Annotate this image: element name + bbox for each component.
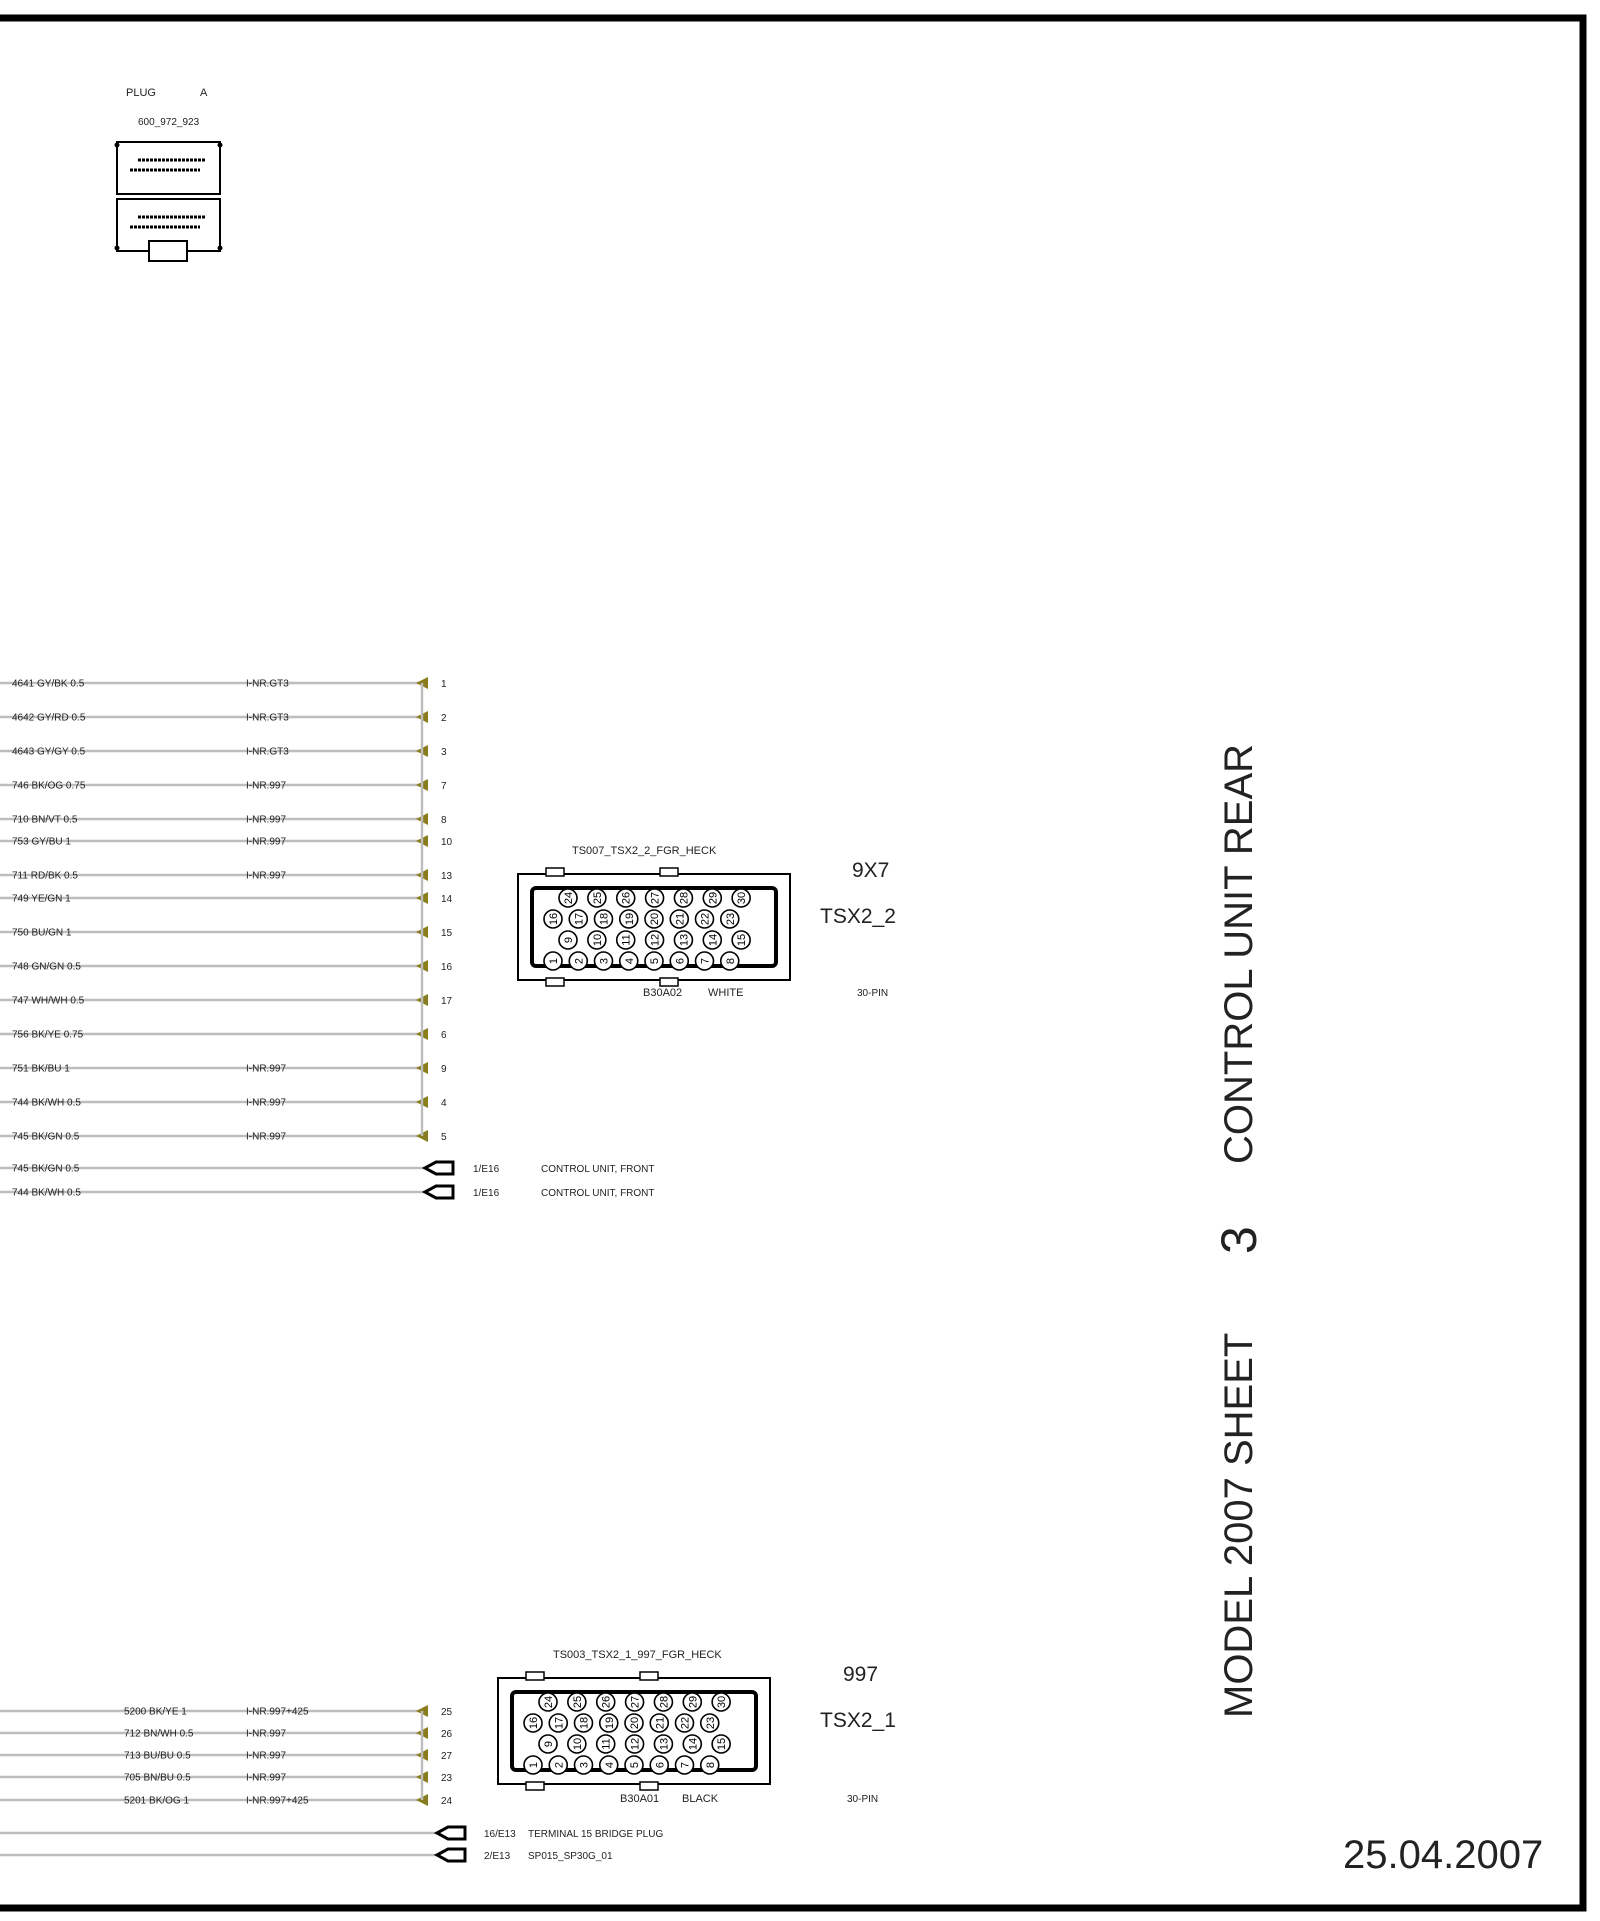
svg-text:22: 22 <box>679 1716 692 1730</box>
pin-number: 8 <box>441 815 447 826</box>
svg-text:10: 10 <box>571 1737 584 1751</box>
connector-tsx2-1 <box>498 1649 896 1805</box>
title-block <box>1211 744 1543 1877</box>
wire-label: 750 BU/GN 1 <box>12 927 72 939</box>
svg-text:21: 21 <box>674 912 687 926</box>
crossref-ref: 1/E16 <box>473 1164 500 1175</box>
connector-2-housing: B30A01 <box>620 1793 660 1805</box>
wire-label: 5201 BK/OG 1 <box>124 1795 190 1807</box>
svg-text:21: 21 <box>654 1716 667 1730</box>
wire-ref: I-NR.GT3 <box>246 746 289 758</box>
plug-a-icon <box>115 142 223 261</box>
svg-text:27: 27 <box>629 1695 642 1709</box>
svg-text:9: 9 <box>543 1740 555 1748</box>
title-line-2: CONTROL UNIT REAR <box>1217 743 1261 1164</box>
wire-row <box>0 1028 447 1041</box>
pin-number: 17 <box>441 996 453 1007</box>
crossref-dest: TERMINAL 15 BRIDGE PLUG <box>528 1829 664 1840</box>
pin-number: 16 <box>441 962 453 973</box>
svg-text:29: 29 <box>707 891 720 905</box>
svg-text:20: 20 <box>649 912 661 926</box>
svg-text:24: 24 <box>543 1695 555 1709</box>
svg-text:23: 23 <box>724 912 737 926</box>
pin-number: 26 <box>441 1729 453 1740</box>
crossref-dest: CONTROL UNIT, FRONT <box>541 1164 655 1175</box>
wire-ref: I-NR.997 <box>246 1063 287 1075</box>
plug-part-number: 600_972_923 <box>138 117 200 128</box>
svg-text:28: 28 <box>658 1695 671 1709</box>
pin-number: 23 <box>441 1773 453 1784</box>
sheet-number: 3 <box>1211 1226 1267 1254</box>
wire-row <box>0 745 447 758</box>
wire-label: 5200 BK/YE 1 <box>124 1706 187 1718</box>
title-line-1: MODEL 2007 SHEET <box>1217 1332 1261 1718</box>
wire-ref: I-NR.997 <box>246 1772 287 1784</box>
crossref-ref: 16/E13 <box>484 1829 516 1840</box>
crossref-dest: CONTROL UNIT, FRONT <box>541 1188 655 1199</box>
svg-text:9: 9 <box>563 936 575 944</box>
svg-text:3: 3 <box>578 1761 591 1769</box>
connector-1-name: TSX2_2 <box>820 905 896 928</box>
sheet-date: 25.04.2007 <box>1343 1833 1544 1877</box>
connector-2-code: 997 <box>843 1663 879 1686</box>
svg-text:3: 3 <box>598 957 611 965</box>
wires-top-group <box>0 677 453 1143</box>
pin-number: 15 <box>441 928 453 939</box>
svg-text:7: 7 <box>699 957 712 965</box>
wire-row <box>0 1771 453 1784</box>
wire-row <box>0 1096 447 1109</box>
wire-label: 756 BK/YE 0.75 <box>12 1029 84 1041</box>
svg-text:16: 16 <box>548 912 560 926</box>
svg-text:14: 14 <box>707 933 720 947</box>
wire-ref: I-NR.997+425 <box>246 1706 309 1718</box>
wire-ref: I-NR.997 <box>246 1750 287 1762</box>
connector-1-id: TS007_TSX2_2_FGR_HECK <box>572 845 717 857</box>
crossref-dest: SP015_SP30G_01 <box>528 1851 613 1862</box>
svg-text:8: 8 <box>724 957 737 965</box>
crossref-ref: 2/E13 <box>484 1851 511 1862</box>
wire-row <box>0 1705 453 1718</box>
svg-text:13: 13 <box>678 933 691 947</box>
pin-number: 1 <box>441 679 447 690</box>
wire-row <box>0 1749 453 1762</box>
wire-label: 749 YE/GN 1 <box>12 893 71 905</box>
pin-number: 3 <box>441 747 447 758</box>
wire-row <box>0 1062 447 1075</box>
wire-row <box>0 926 453 939</box>
svg-text:1: 1 <box>528 1761 540 1769</box>
wire-label: 710 BN/VT 0.5 <box>12 814 78 826</box>
crossref-row <box>0 1162 655 1175</box>
svg-text:15: 15 <box>736 933 749 947</box>
wire-label: 753 GY/BU 1 <box>12 836 71 848</box>
crossref-arrow-icon <box>437 1849 465 1861</box>
wire-ref: I-NR.997 <box>246 870 287 882</box>
wire-ref: I-NR.997+425 <box>246 1795 309 1807</box>
wire-row <box>0 677 447 690</box>
svg-text:12: 12 <box>629 1737 642 1751</box>
connector-tsx2-2 <box>518 845 896 999</box>
wire-ref: I-NR.997 <box>246 836 287 848</box>
svg-text:4: 4 <box>623 957 636 965</box>
crossrefs-top-group <box>0 1162 655 1199</box>
pin-number: 5 <box>441 1132 447 1143</box>
wire-row <box>0 835 453 848</box>
wire-label: 748 GN/GN 0.5 <box>12 961 81 973</box>
plug-label: PLUG <box>126 87 156 99</box>
svg-text:14: 14 <box>687 1737 700 1751</box>
wire-label: 745 BK/GN 0.5 <box>12 1131 80 1143</box>
svg-text:23: 23 <box>704 1716 717 1730</box>
pin-number: 4 <box>441 1098 447 1109</box>
svg-text:22: 22 <box>699 912 712 926</box>
svg-text:29: 29 <box>687 1695 700 1709</box>
pin-number: 13 <box>441 871 453 882</box>
svg-text:19: 19 <box>603 1716 616 1730</box>
wire-row <box>0 1794 453 1807</box>
svg-text:18: 18 <box>578 1716 591 1730</box>
connector-2-pin-count: 30-PIN <box>847 1794 879 1805</box>
pin-number: 10 <box>441 837 453 848</box>
svg-text:30: 30 <box>716 1695 729 1709</box>
svg-text:24: 24 <box>563 891 575 905</box>
wire-label: 744 BK/WH 0.5 <box>12 1187 81 1199</box>
crossrefs-bottom-group <box>0 1827 663 1862</box>
connector-2-icon <box>498 1672 770 1790</box>
svg-text:7: 7 <box>679 1761 692 1769</box>
crossref-ref: 1/E16 <box>473 1188 500 1199</box>
pin-number: 24 <box>441 1796 453 1807</box>
svg-text:5: 5 <box>629 1761 641 1769</box>
wire-row <box>0 711 447 724</box>
pin-number: 6 <box>441 1030 447 1041</box>
svg-text:17: 17 <box>553 1716 566 1730</box>
plug-a <box>115 87 223 261</box>
wire-ref: I-NR.GT3 <box>246 678 289 690</box>
svg-text:10: 10 <box>591 933 604 947</box>
pin-number: 27 <box>441 1751 453 1762</box>
svg-text:20: 20 <box>629 1716 641 1730</box>
crossref-arrow-icon <box>425 1162 453 1174</box>
wire-ref: I-NR.997 <box>246 814 287 826</box>
svg-text:1: 1 <box>548 957 560 965</box>
wire-label: 751 BK/BU 1 <box>12 1063 70 1075</box>
connector-1-pin-count: 30-PIN <box>857 988 889 999</box>
crossref-arrow-icon <box>425 1186 453 1198</box>
sheet-frame <box>0 18 1583 1908</box>
wire-row <box>0 892 453 905</box>
svg-text:2: 2 <box>553 1761 566 1769</box>
svg-text:8: 8 <box>704 1761 717 1769</box>
pin-number: 9 <box>441 1064 447 1075</box>
wire-ref: I-NR.997 <box>246 780 287 792</box>
svg-text:15: 15 <box>716 1737 729 1751</box>
wire-row <box>0 1727 453 1740</box>
plug-letter: A <box>200 87 208 99</box>
wires-bottom-group <box>0 1705 453 1807</box>
wire-ref: I-NR.GT3 <box>246 712 289 724</box>
svg-text:4: 4 <box>603 1761 616 1769</box>
wire-label: 747 WH/WH 0.5 <box>12 995 85 1007</box>
svg-text:13: 13 <box>658 1737 671 1751</box>
crossref-row <box>0 1849 613 1862</box>
wire-label: 711 RD/BK 0.5 <box>12 870 78 882</box>
svg-text:5: 5 <box>649 957 661 965</box>
connector-2-name: TSX2_1 <box>820 1709 896 1732</box>
pin-number: 25 <box>441 1707 453 1718</box>
svg-text:25: 25 <box>591 891 604 905</box>
wire-label: 713 BU/BU 0.5 <box>124 1750 191 1762</box>
wire-label: 744 BK/WH 0.5 <box>12 1097 81 1109</box>
crossref-row <box>0 1186 655 1199</box>
connector-1-code: 9X7 <box>852 859 890 882</box>
crossref-row <box>0 1827 663 1840</box>
svg-text:25: 25 <box>571 1695 584 1709</box>
svg-text:6: 6 <box>674 957 687 965</box>
wire-row <box>0 960 453 973</box>
svg-text:16: 16 <box>528 1716 540 1730</box>
wire-ref: I-NR.997 <box>246 1097 287 1109</box>
wire-ref: I-NR.997 <box>246 1728 287 1740</box>
wire-ref: I-NR.997 <box>246 1131 287 1143</box>
pin-number: 2 <box>441 713 447 724</box>
connector-1-color: WHITE <box>708 987 744 999</box>
wire-label: 4643 GY/GY 0.5 <box>12 746 86 758</box>
svg-text:6: 6 <box>654 1761 667 1769</box>
svg-text:11: 11 <box>600 1738 613 1750</box>
connector-2-id: TS003_TSX2_1_997_FGR_HECK <box>553 1649 722 1661</box>
wire-row <box>0 813 447 826</box>
wire-row <box>0 1130 447 1143</box>
svg-text:30: 30 <box>736 891 749 905</box>
pin-number: 7 <box>441 781 447 792</box>
svg-text:18: 18 <box>598 912 611 926</box>
svg-text:26: 26 <box>620 891 633 905</box>
wire-label: 746 BK/OG 0.75 <box>12 780 86 792</box>
pin-number: 14 <box>441 894 453 905</box>
connector-1-icon <box>518 868 790 986</box>
wire-row <box>0 994 453 1007</box>
connector-2-color: BLACK <box>682 1793 719 1805</box>
wire-row <box>0 779 447 792</box>
svg-text:12: 12 <box>649 933 662 947</box>
wire-label: 712 BN/WH 0.5 <box>124 1728 194 1740</box>
wire-label: 4641 GY/BK 0.5 <box>12 678 85 690</box>
wire-row <box>0 869 453 882</box>
svg-text:11: 11 <box>620 934 633 946</box>
wire-label: 4642 GY/RD 0.5 <box>12 712 86 724</box>
wire-label: 745 BK/GN 0.5 <box>12 1163 80 1175</box>
svg-text:2: 2 <box>573 957 586 965</box>
svg-text:28: 28 <box>678 891 691 905</box>
connector-1-housing: B30A02 <box>643 987 683 999</box>
svg-text:27: 27 <box>649 891 662 905</box>
wire-label: 705 BN/BU 0.5 <box>124 1772 191 1784</box>
svg-text:19: 19 <box>623 912 636 926</box>
svg-text:17: 17 <box>573 912 586 926</box>
svg-text:26: 26 <box>600 1695 613 1709</box>
crossref-arrow-icon <box>437 1827 465 1839</box>
